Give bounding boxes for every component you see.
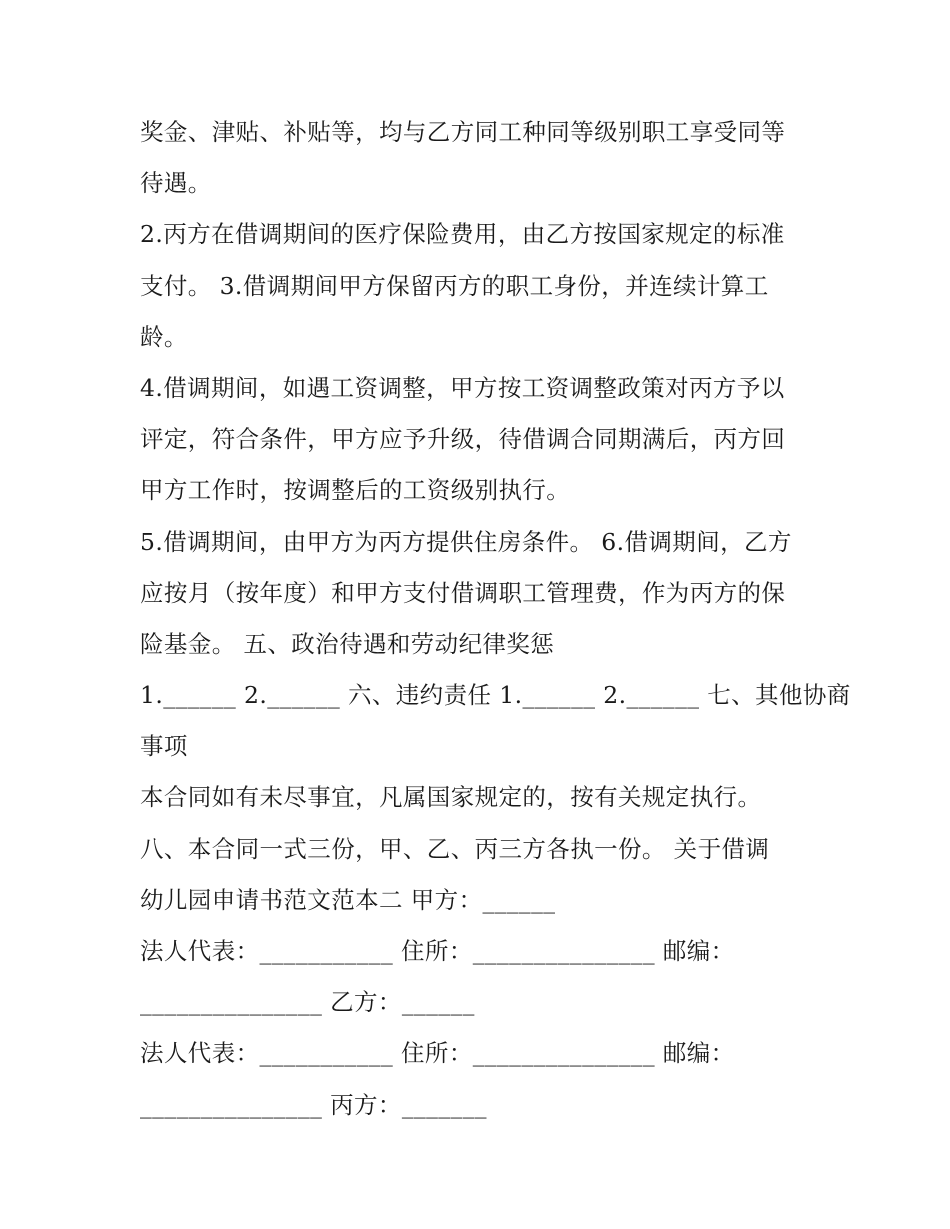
text-line: 评定，符合条件，甲方应予升级，待借调合同期满后，丙方回 — [140, 425, 786, 454]
text-line: _______________ 乙方：______ — [140, 988, 475, 1017]
text-line: 八、本合同一式三份，甲、乙、丙三方各执一份。 关于借调 — [140, 834, 770, 863]
text-line: 支付。 3.借调期间甲方保留丙方的职工身份，并连续计算工 — [140, 271, 769, 300]
document-body — [140, 107, 851, 1131]
text-line: 应按月（按年度）和甲方支付借调职工管理费，作为丙方的保 — [140, 578, 786, 607]
text-line: 甲方工作时，按调整后的工资级别执行。 — [140, 476, 571, 505]
text-line: 本合同如有未尽事宜，凡属国家规定的，按有关规定执行。 — [140, 783, 762, 812]
text-line: 4.借调期间，如遇工资调整，甲方按工资调整政策对丙方予以 — [140, 373, 785, 402]
text-line: 待遇。 — [140, 169, 212, 198]
text-line: 险基金。 五、政治待遇和劳动纪律奖惩 — [140, 629, 555, 658]
text-line: 2.丙方在借调期间的医疗保险费用，由乙方按国家规定的标准 — [140, 220, 785, 249]
text-line: 法人代表：___________ 住所：_______________ 邮编： — [140, 1039, 735, 1068]
text-line: 事项 — [140, 732, 188, 761]
text-line: 奖金、津贴、补贴等，均与乙方同工种同等级别职工享受同等 — [140, 118, 786, 146]
text-line: 幼儿园申请书范文范本二 甲方：______ — [140, 885, 556, 914]
text-line: 法人代表：___________ 住所：_______________ 邮编： — [140, 937, 735, 965]
text-line: _______________ 丙方：_______ — [140, 1090, 487, 1119]
text-line: 1.______ 2.______ 六、违约责任 1.______ 2.______ 七、其他协商 — [140, 681, 851, 710]
text-line: 5.借调期间，由甲方为丙方提供住房条件。 6.借调期间，乙方 — [140, 527, 792, 556]
text-line: 龄。 — [140, 322, 188, 351]
